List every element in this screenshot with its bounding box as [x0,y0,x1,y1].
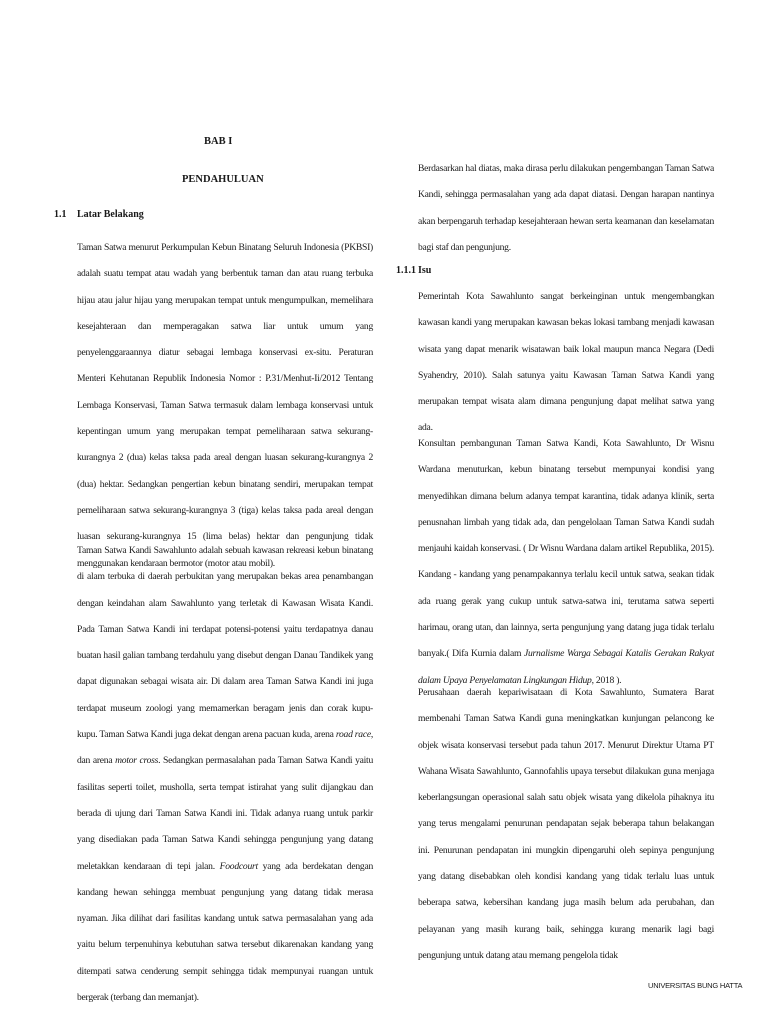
footer-university: UNIVERSITAS BUNG HATTA [648,981,743,990]
right-paragraph-3 [418,431,714,694]
section-number: 1.1 [54,209,67,220]
left-p2-text-a: Taman Satwa Kandi Sawahlunto adalah sebuah kawasan rekreasi kebun binatang di alam terbuka di daerah perbukitan yang merupakan bekas area penambangan dengan keindahan alam Sawahlunto yang terletak di Kawasan Wisata Kandi. Pada Taman Satwa Kandi ini terdapat potensi-potensi yaitu terdapatnya danau buatan hasil galian tambang terdahulu yang disebut dengan Danau Tandikek yang dapat digunakan sebagai wisata air. Di dalam area Taman Satwa Kandi ini juga terdapat museum zoologi yang memamerkan beragam jenis dan corak kupu-kupu. Taman Satwa Kandi juga dekat dengan arena pacuan kuda, arena [77,545,373,741]
right-paragraph-1: Berdasarkan hal diatas, maka dirasa perlu dilakukan pengembangan Taman Satwa Kandi, sehingga permasalahan yang ada dapat diatasi. Dengan harapan nantinya akan berpengaruh terhadap kesejahteraan hewan serta keamanan dan keselamatan bagi staf dan pengunjung. [418,163,714,253]
left-paragraph-2 [77,538,373,1011]
left-paragraph-1: Taman Satwa menurut Perkumpulan Kebun Binatang Seluruh Indonesia (PKBSI) adalah suatu tempat atau wadah yang berbentuk taman dan atau ruang terbuka hijau atau jalur hijau yang merupakan tempat untuk mengumpulkan, memelihara kesejahteraan dan memperagakan satwa liar untuk umum yang penyelenggaraannya diatur sebagai lembaga konservasi ex-situ. Peraturan Menteri Kehutanan Republik Indonesia Nomor : P.31/Menhut-Ii/2012 Tentang Lembaga Konservasi, Taman Satwa termasuk dalam lembaga konservasi untuk kepentingan umum yang merupakan tempat pemeliharaan satwa sekurang-kurangnya 2 (dua) kelas taksa pada areal dengan luasan sekurang-kurangnya 2 (dua) hektar. Sedangkan pengertian kebun binatang sendiri, merupakan tempat pemeliharaan satwa sekurang-kurangnya 3 (tiga) kelas taksa pada areal dengan luasan sekurang-kurangnya 15 (lima belas) hektar dan pengunjung tidak menggunakan kendaraan bermotor (motor atau mobil). [77,242,373,569]
left-p2-text-c: . Sedangkan permasalahan pada Taman Satwa Kandi yaitu fasilitas seperti toilet, musholla, serta tempat istirahat yang sulit dijangkau dan berada di ujung dari Taman Satwa Kandi ini. Tidak adanya ruang untuk parkir yang disediakan pada Taman Satwa Kandi sehingga pengunjung yang datang meletakkan kendaraan di tepi jalan. [77,755,374,872]
left-p2-text-d: yang ada berdekatan dengan kandang hewan sehingga membuat pengunjung yang datang tidak merasa nyaman. Jika dilihat dari fasilitas kandang untuk satwa permasalahan yang ada yaitu belum terpenuhinya kebutuhan satwa tersebut dikarenakan kandang yang ditempati satwa cenderung sempit sehingga tidak mempunyai ruangan untuk bergerak (terbang dan memanjat). [77,860,373,1004]
section-title: Latar Belakang [77,209,144,220]
left-p2-motor-cross: motor cross [115,755,159,767]
right-p3-citation-title: Jurnalisme Warga Sebagai Katalis Gerakan Rakyat dalam Upaya Penyelamatan Lingkungan Hidup [418,648,714,686]
right-paragraph-4: Perusahaan daerah kepariwisataan di Kota Sawahlunto, Sumatera Barat membenahi Taman Satwa Kandi guna meningkatkan kunjungan pelancong ke objek wisata konservasi tersebut pada tahun 2017. Menurut Direktur Utama PT Wahana Wisata Sawahlunto, Gannofahlis upaya tersebut dilakukan guna menjaga keberlangsungan operasional salah satu objek wisata yang dikelola pihaknya itu yang terus mengalami penurunan pendapatan sejak beberapa tahun belakangan ini. Penurunan pendapatan ini mungkin dipengaruhi oleh sepinya pengunjung yang datang disebabkan oleh kondisi kandang yang tidak terlalu luas untuk beberapa satwa, kebersihan kandang juga masih belum ada perubahan, dan pelayanan yang masih kurang baik, sehingga kurang menarik lagi bagi pengunjung untuk datang atau memang pengelola tidak [418,687,714,961]
chapter-title: PENDAHULUAN [182,174,264,185]
right-paragraph-2: Pemerintah Kota Sawahlunto sangat berkeinginan untuk mengembangkan kawasan kandi yang merupakan kawasan bekas lokasi tambang menjadi kawasan wisata yang dapat menarik wisatawan baik lokal maupun manca Negara (Dedi Syahendry, 2010). Salah satunya yaitu Kawasan Taman Satwa Kandi yang merupakan tempat wisata alam dimana pengunjung dapat melihat satwa yang ada. [418,291,714,434]
subsection-number: 1.1.1 [396,265,416,276]
left-p2-text-b: , dan arena [77,729,373,767]
subsection-title: Isu [418,265,432,276]
right-p3-text-b: , 2018 ). [591,674,622,686]
left-p2-road-race: road race [335,729,371,741]
left-p2-foodcourt: Foodcourt [219,860,258,872]
right-p3-text-a: Konsultan pembangunan Taman Satwa Kandi, Kota Sawahlunto, Dr Wisnu Wardana menuturkan, kebun binatang tersebut mempunyai kondisi yang menyedihkan dimana belum adanya tempat karantina, tidak adanya klinik, serta penusnahan limbah yang tidak ada, dan pengelolaan Taman Satwa Kandi sudah menjauhi kaidah konservasi. ( Dr Wisnu Wardana dalam artikel Republika, 2015). Kandang - kandang yang penampakannya terlalu kecil untuk satwa, seakan tidak ada ruang gerak yang cukup untuk satwa-satwa ini, terutama satwa seperti harimau, orang utan, dan lainnya, serta pengunjung yang datang juga tidak terlalu banyak.( Difa Kurnia dalam [418,438,714,660]
chapter-label: BAB I [204,136,233,147]
